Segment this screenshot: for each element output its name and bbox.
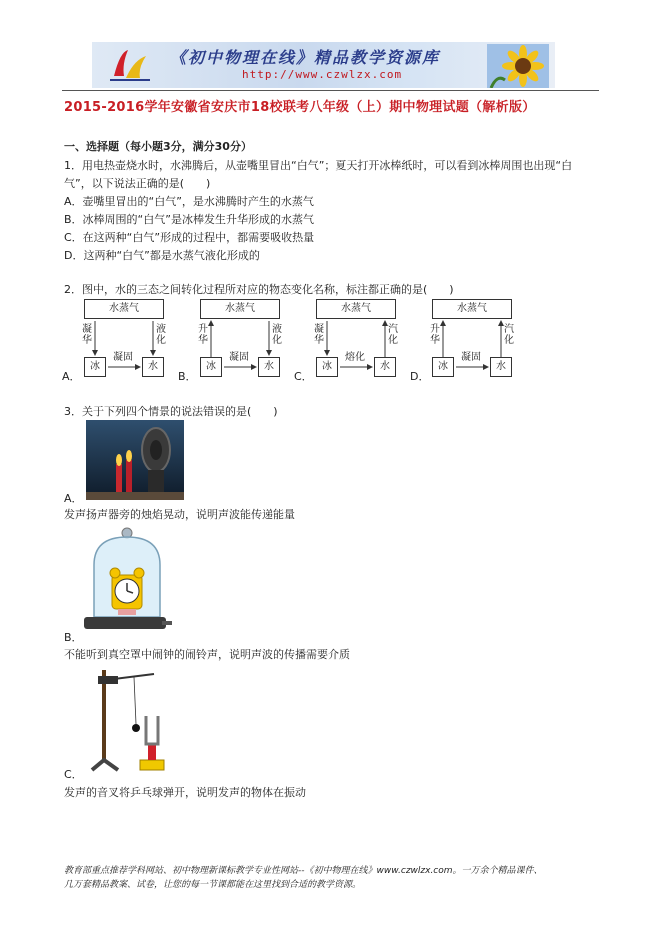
q1-line2: 气”，以下说法正确的是( ) bbox=[64, 177, 211, 190]
water-box: 水 bbox=[142, 357, 164, 377]
q3-option-c-desc: 发声的音叉将乒乓球弹开，说明发声的物体在振动 bbox=[64, 786, 306, 799]
right-process-label: 汽化 bbox=[504, 324, 514, 346]
arrows-icon bbox=[314, 299, 414, 379]
bottom-process-label: 凝固 bbox=[229, 352, 249, 363]
q3-option-c-label[interactable]: C． bbox=[64, 768, 83, 781]
ice-box: 冰 bbox=[200, 357, 222, 377]
ice-box: 冰 bbox=[316, 357, 338, 377]
q2-option-label[interactable]: B． bbox=[178, 370, 197, 383]
vapor-box: 水蒸气 bbox=[200, 299, 280, 319]
right-process-label: 汽化 bbox=[388, 324, 398, 346]
water-box: 水 bbox=[490, 357, 512, 377]
q3-text: 3．关于下列四个情景的说法错误的是( ) bbox=[64, 405, 278, 418]
footer-line1: 教育部重点推荐学科网站、初中物理新课标教学专业性网站--《初中物理在线》www.czwlzx.com。一万余个精品课件、 bbox=[64, 866, 543, 876]
right-process-label: 液化 bbox=[272, 324, 282, 346]
site-logo-icon bbox=[106, 46, 154, 84]
ice-box: 冰 bbox=[84, 357, 106, 377]
vapor-box: 水蒸气 bbox=[316, 299, 396, 319]
tuning-fork-photo bbox=[84, 666, 174, 776]
q3-option-b-label[interactable]: B． bbox=[64, 631, 83, 644]
q3-option-a-desc: 发声扬声器旁的烛焰晃动，说明声波能传递能量 bbox=[64, 508, 295, 521]
left-process-label: 凝华 bbox=[314, 324, 324, 346]
water-box: 水 bbox=[374, 357, 396, 377]
arrows-icon bbox=[198, 299, 298, 379]
water-box: 水 bbox=[258, 357, 280, 377]
bottom-process-label: 凝固 bbox=[113, 352, 133, 363]
bottom-process-label: 凝固 bbox=[461, 352, 481, 363]
left-process-label: 升华 bbox=[430, 324, 440, 346]
q1-option-a[interactable]: A．壶嘴里冒出的“白气”，是水沸腾时产生的水蒸气 bbox=[64, 195, 314, 208]
q1-option-d[interactable]: D．这两种“白气”都是水蒸气液化形成的 bbox=[64, 249, 260, 262]
q2-text: 2．图中，水的三态之间转化过程所对应的物态变化名称，标注都正确的是( ) bbox=[64, 283, 454, 296]
footer-line2: 几万套精品教案、试卷，让您的每一节课都能在这里找到合适的教学资源。 bbox=[64, 880, 362, 890]
left-process-label: 凝华 bbox=[82, 324, 92, 346]
sunflower-icon bbox=[487, 44, 549, 88]
bottom-process-label: 熔化 bbox=[345, 352, 365, 363]
q2-option-label[interactable]: C． bbox=[294, 370, 313, 383]
speaker-candle-photo bbox=[86, 420, 184, 500]
q3-option-a-label[interactable]: A． bbox=[64, 492, 83, 505]
right-process-label: 液化 bbox=[156, 324, 166, 346]
bell-jar-alarm-photo bbox=[82, 525, 172, 635]
banner-title: 《初中物理在线》精品教学资源库 bbox=[170, 48, 441, 67]
q1-line1: 1．用电热壶烧水时，水沸腾后，从壶嘴里冒出“白气”；夏天打开冰棒纸时，可以看到冰棒周围也出现“白 bbox=[64, 159, 573, 172]
arrows-icon bbox=[430, 299, 530, 379]
left-process-label: 升华 bbox=[198, 324, 208, 346]
q2-option-label[interactable]: D． bbox=[410, 370, 430, 383]
page-footer bbox=[64, 864, 543, 892]
section-heading: 一、选择题（每小题3分，满分30分） bbox=[64, 140, 252, 153]
q3-option-b-desc: 不能听到真空罩中闹钟的闹铃声，说明声波的传播需要介质 bbox=[64, 648, 350, 661]
header-banner bbox=[92, 42, 555, 88]
q1-option-c[interactable]: C．在这两种“白气”形成的过程中，都需要吸收热量 bbox=[64, 231, 315, 244]
document-title: 2015-2016学年安徽省安庆市18校联考八年级（上）期中物理试题（解析版） bbox=[64, 100, 536, 115]
q2-option-label[interactable]: A． bbox=[62, 370, 81, 383]
q1-option-b[interactable]: B．冰棒周围的“白气”是冰棒发生升华形成的水蒸气 bbox=[64, 213, 314, 226]
banner-url[interactable]: http://www.czwlzx.com bbox=[242, 68, 403, 81]
arrows-icon bbox=[82, 299, 182, 379]
ice-box: 冰 bbox=[432, 357, 454, 377]
header-rule bbox=[62, 90, 599, 91]
vapor-box: 水蒸气 bbox=[432, 299, 512, 319]
vapor-box: 水蒸气 bbox=[84, 299, 164, 319]
